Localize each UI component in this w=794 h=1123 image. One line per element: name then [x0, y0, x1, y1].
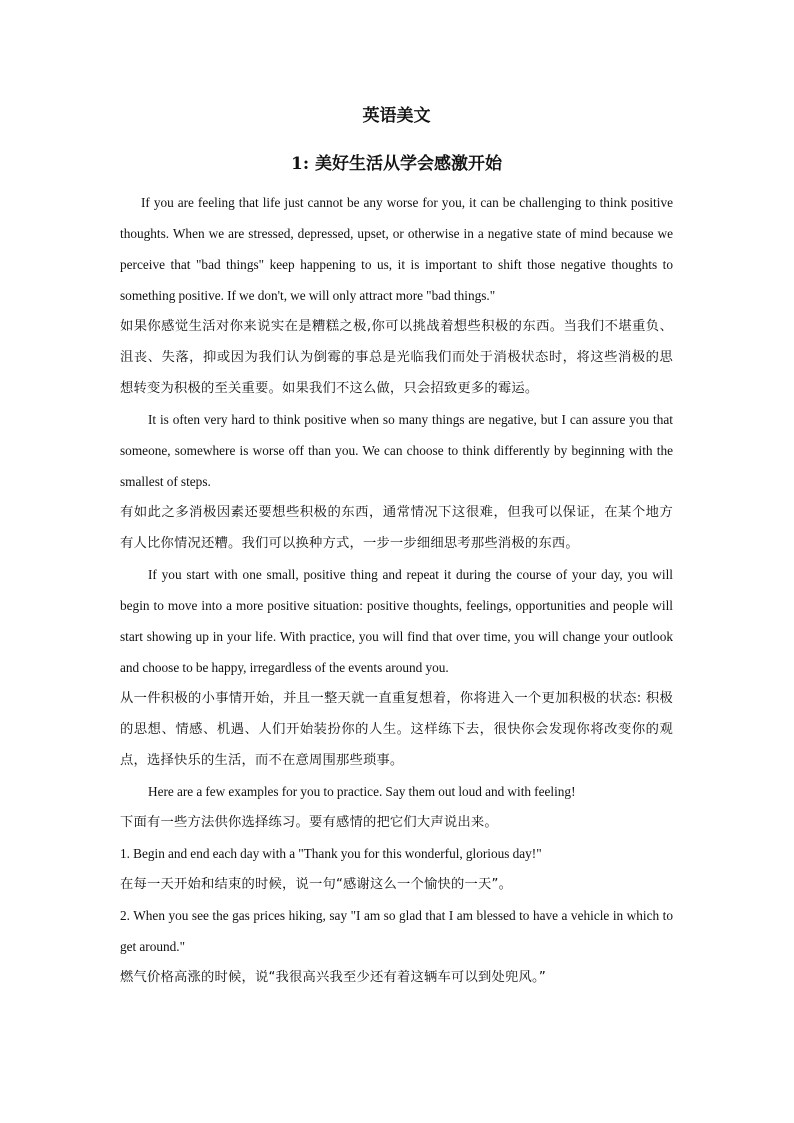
paragraph-zh-1: 如果你感觉生活对你来说实在是糟糕之极,你可以挑战着想些积极的东西。当我们不堪重负、沮丧、失落，抑或因为我们认为倒霉的事总是光临我们而处于消极状态时，将这些消极的思想转变为积极的至关重要。如果我们不这么做，只会招致更多的霉运。: [120, 319, 673, 396]
document-body: [120, 100, 673, 993]
paragraph-en-2: It is often very hard to think positive when so many things are negative, but I can assure you that someone, somewhere is worse off than you. We can choose to think differently by beginning with the smallest of steps.: [120, 412, 673, 489]
list-item-zh-1: 在每一天开始和结束的时候，说一句“感谢这么一个愉快的一天”。: [120, 877, 513, 892]
paragraph-en-1: If you are feeling that life just cannot be any worse for you, it can be challenging to think positive thoughts. When we are stressed, depressed, upset, or otherwise in a negative state of mind because we perceive that "bad things" keep happening to us, it is important to shift those negative thoughts to something positive. If we don't, we will only attract more "bad things.": [120, 195, 673, 303]
paragraph-zh-4: 下面有一些方法供你选择练习。要有感情的把它们大声说出来。: [120, 815, 498, 830]
list-item-en-2: 2. When you see the gas prices hiking, say "I am so glad that I am blessed to have a vehicle in which to get around.": [120, 908, 673, 954]
article-title: 1: 美好生活从学会感激开始: [290, 154, 503, 174]
page-title: 英语美文: [362, 106, 431, 126]
paragraph-zh-3: 从一件积极的小事情开始，并且一整天就一直重复想着，你将进入一个更加积极的状态: 积极的思想、情感、机遇、人们开始装扮你的人生。这样练下去，很快你会发现你将改变你的观点，选择快乐的生活，而不在意周围那些琐事。: [120, 691, 673, 768]
list-item-zh-2: 燃气价格高涨的时候，说“我很高兴我至少还有着这辆车可以到处兜风。”: [120, 970, 546, 985]
list-item-en-1: 1. Begin and end each day with a "Thank you for this wonderful, glorious day!": [120, 846, 542, 861]
paragraph-en-4: Here are a few examples for you to practice. Say them out loud and with feeling!: [148, 784, 576, 799]
paragraph-en-3: If you start with one small, positive thing and repeat it during the course of your day, you will begin to move into a more positive situation: positive thoughts, feelings, opportunities and people will start showing up in your life. With practice, you will find that over time, you will change your outlook and choose to be happy, irregardless of the events around you.: [120, 567, 673, 675]
paragraph-zh-2: 有如此之多消极因素还要想些积极的东西，通常情况下这很难，但我可以保证，在某个地方有人比你情况还糟。我们可以换种方式，一步一步细细思考那些消极的东西。: [120, 505, 673, 551]
